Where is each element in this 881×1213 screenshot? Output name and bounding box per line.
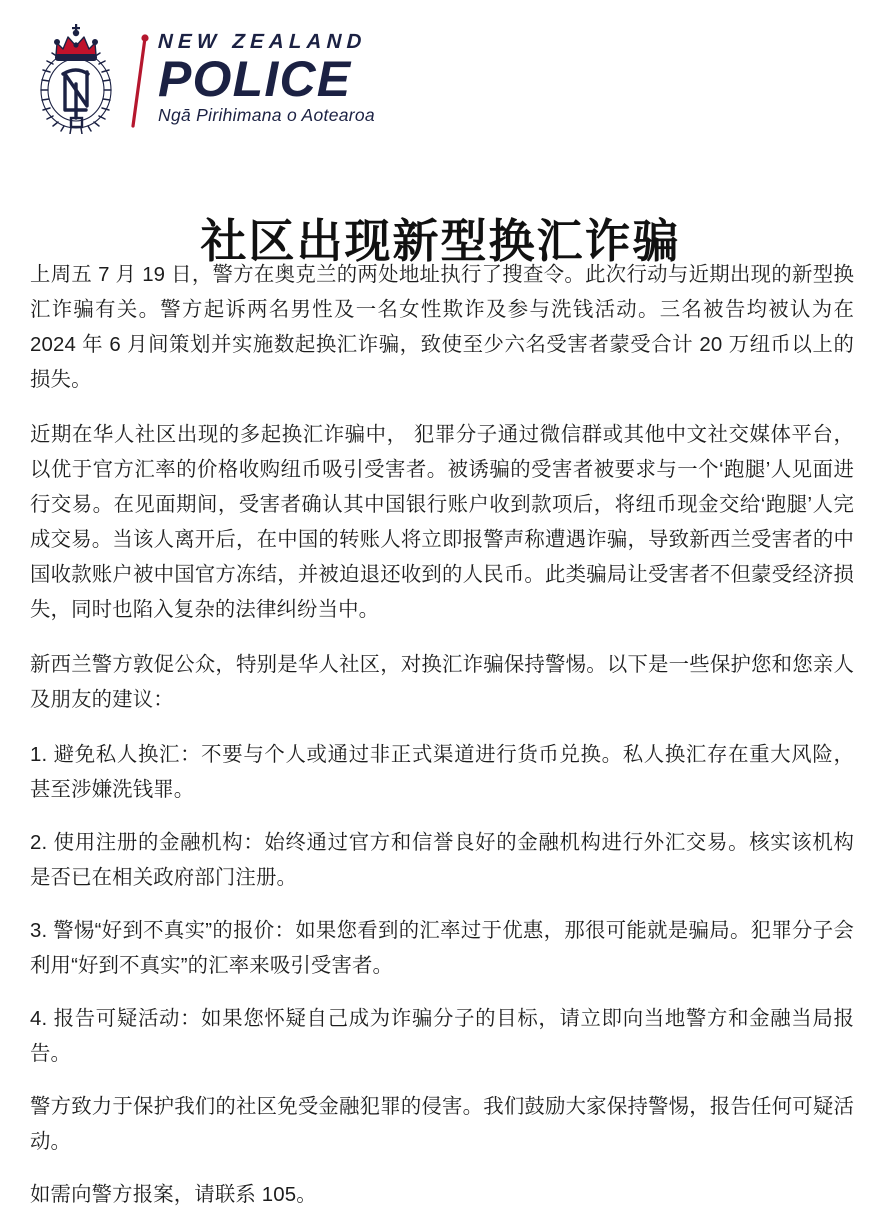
page-title: 社区出现新型换汇诈骗 — [200, 215, 681, 267]
advice-item-1: 1. 避免私人换汇：不要与个人或通过非正式渠道进行货币兑换。私人换汇存在重大风险，甚至涉嫌洗钱罪。 — [30, 744, 854, 801]
police-crest-icon — [30, 22, 122, 134]
advice-item-2: 2. 使用注册的金融机构：始终通过官方和信誉良好的金融机构进行外汇交易。核实该机构是否已在相关政府部门注册。 — [30, 832, 854, 889]
nz-police-logo — [30, 18, 410, 138]
red-divider-icon — [122, 22, 156, 134]
paragraph-advice-lead: 新西兰警方敦促公众，特别是华人社区，对换汇诈骗保持警惕。以下是一些保护您和您亲人及朋友的建议： — [30, 654, 854, 711]
article-body — [30, 258, 854, 1213]
advice-item-3: 3. 警惕“好到不真实”的报价：如果您看到的汇率过于优惠，那很可能就是骗局。犯罪分子会利用“好到不真实”的汇率来吸引受害者。 — [30, 920, 854, 977]
advice-item-4: 4. 报告可疑活动：如果您怀疑自己成为诈骗分子的目标，请立即向当地警方和金融当局报告。 — [30, 1008, 854, 1065]
paragraph-closing: 警方致力于保护我们的社区免受金融犯罪的侵害。我们鼓励大家保持警惕，报告任何可疑活动。 — [30, 1096, 854, 1153]
police-wordmark — [156, 31, 375, 125]
wordmark-maori: Ngā Pirihimana o Aotearoa — [158, 104, 375, 125]
wordmark-new-zealand: NEW ZEALAND — [157, 30, 368, 54]
crown-shape — [54, 24, 98, 61]
paragraph-contact: 如需向警方报案，请联系 105。 — [30, 1184, 317, 1206]
wordmark-police: POLICE — [158, 50, 352, 107]
paragraph-intro: 上周五 7 月 19 日，警方在奥克兰的两处地址执行了搜查令。此次行动与近期出现的新型换汇诈骗有关。警方起诉两名男性及一名女性欺诈及参与洗钱活动。三名被告均被认为在 2024 年 6 月间策划并实施数起换汇诈骗，致使至少六名受害者蒙受合计 20 万纽币以上的损失。 — [30, 264, 854, 391]
paragraph-scam-method: 近期在华人社区出现的多起换汇诈骗中， 犯罪分子通过微信群或其他中文社交媒体平台，以优于官方汇率的价格收购纽币吸引受害者。被诱骗的受害者被要求与一个‘跑腿’人见面进行交易。在见面期间，受害者确认其中国银行账户收到款项后，将纽币现金交给‘跑腿’人完成交易。当该人离开后，在中国的转账人将立即报警声称遭遇诈骗，导致新西兰受害者的中国收款账户被中国官方冻结，并被迫退还收到的人民币。此类骗局让受害者不但蒙受经济损失，同时也陷入复杂的法律纠纷当中。 — [30, 424, 854, 621]
